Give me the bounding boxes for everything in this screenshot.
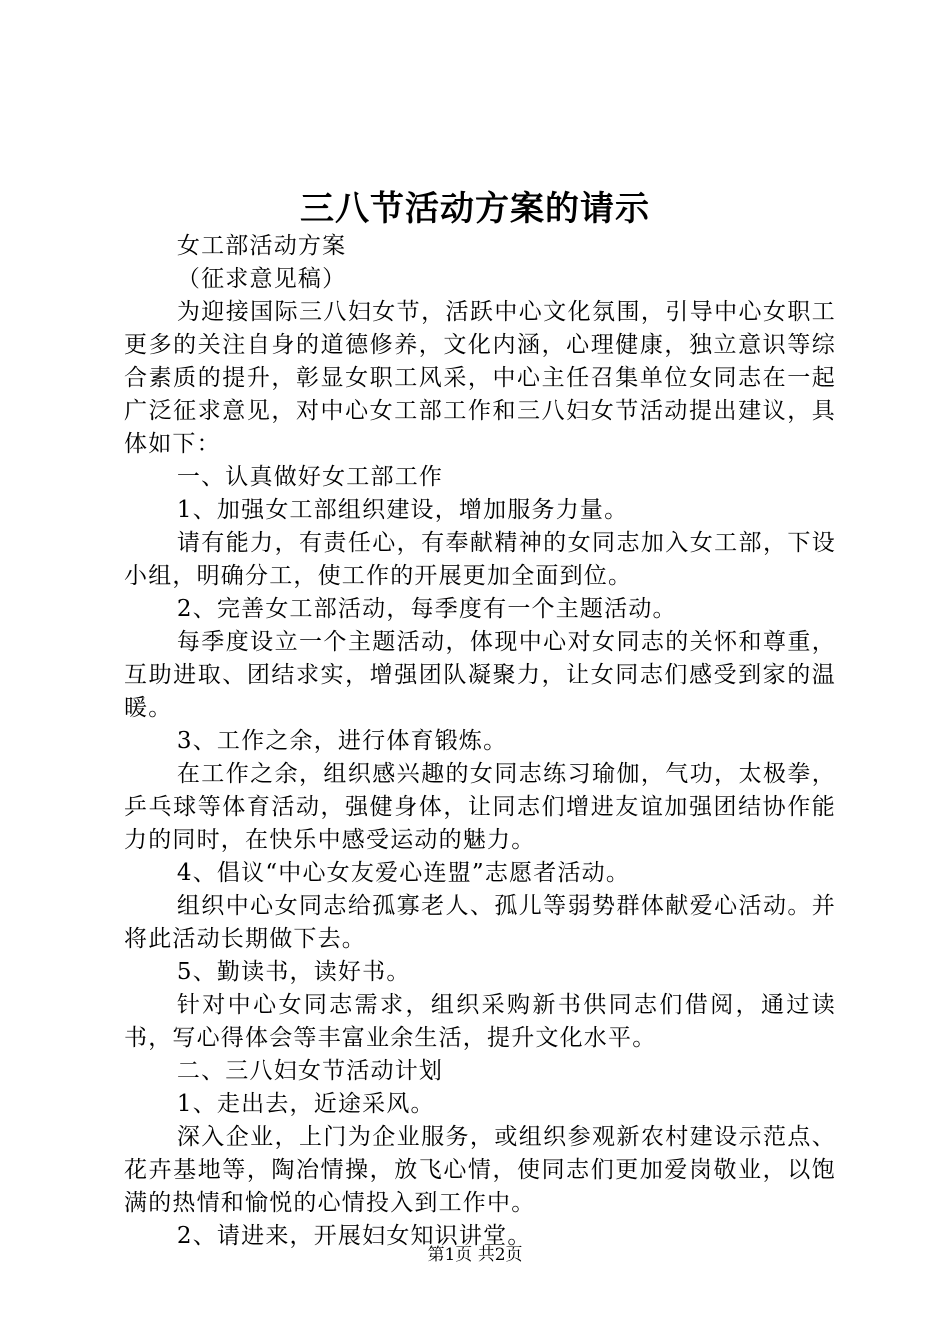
item-heading-2-2: 2、请进来，开展妇女知识讲堂。 (176, 1223, 532, 1249)
section-heading-1: 一、认真做好女工部工作 (176, 464, 444, 490)
document-body (124, 230, 836, 1253)
paragraph-intro: 为迎接国际三八妇女节，活跃中心文化氛围，引导中心女职工更多的关注自身的道德修养，文化内涵，心理健康，独立意识等综合素质的提升，彰显女职工风采，中心主任召集单位女同志在一起广泛征求意见，对中心女工部工作和三八妇女节活动提出建议，具体如下： (124, 299, 836, 457)
paragraph-draft-note: （征求意见稿） (176, 266, 347, 292)
paragraph-subtitle: 女工部活动方案 (176, 233, 347, 259)
item-heading-1-4: 4、倡议“中心女友爱心连盟”志愿者活动。 (176, 860, 631, 886)
document-title: 三八节活动方案的请示 (300, 189, 650, 229)
paragraph-1-5: 针对中心女同志需求，组织采购新书供同志们借阅，通过读书，写心得体会等丰富业余生活，提升文化水平。 (124, 992, 836, 1051)
section-heading-2: 二、三八妇女节活动计划 (176, 1058, 444, 1084)
item-heading-1-1: 1、加强女工部组织建设，增加服务力量。 (176, 497, 629, 523)
paragraph-1-2: 每季度设立一个主题活动，体现中心对女同志的关怀和尊重，互助进取、团结求实，增强团队凝聚力，让女同志们感受到家的温暖。 (124, 629, 836, 721)
item-heading-1-3: 3、工作之余，进行体育锻炼。 (176, 728, 508, 754)
item-heading-1-5: 5、勤读书，读好书。 (176, 959, 411, 985)
paragraph-2-1: 深入企业，上门为企业服务，或组织参观新农村建设示范点、花卉基地等，陶冶情操，放飞心情，使同志们更加爱岗敬业，以饱满的热情和愉悦的心情投入到工作中。 (124, 1124, 836, 1216)
paragraph-1-1: 请有能力，有责任心，有奉献精神的女同志加入女工部，下设小组，明确分工，使工作的开展更加全面到位。 (124, 530, 836, 589)
item-heading-2-1: 1、走出去，近途采风。 (176, 1091, 435, 1117)
paragraph-1-4: 组织中心女同志给孤寡老人、孤儿等弱势群体献爱心活动。并将此活动长期做下去。 (124, 893, 836, 952)
page-footer: 第1页 共2页 (427, 1245, 523, 1265)
item-heading-1-2: 2、完善女工部活动，每季度有一个主题活动。 (176, 596, 677, 622)
paragraph-1-3: 在工作之余，组织感兴趣的女同志练习瑜伽，气功，太极拳，乒乓球等体育活动，强健身体，让同志们增进友谊加强团结协作能力的同时，在快乐中感受运动的魅力。 (124, 761, 836, 853)
